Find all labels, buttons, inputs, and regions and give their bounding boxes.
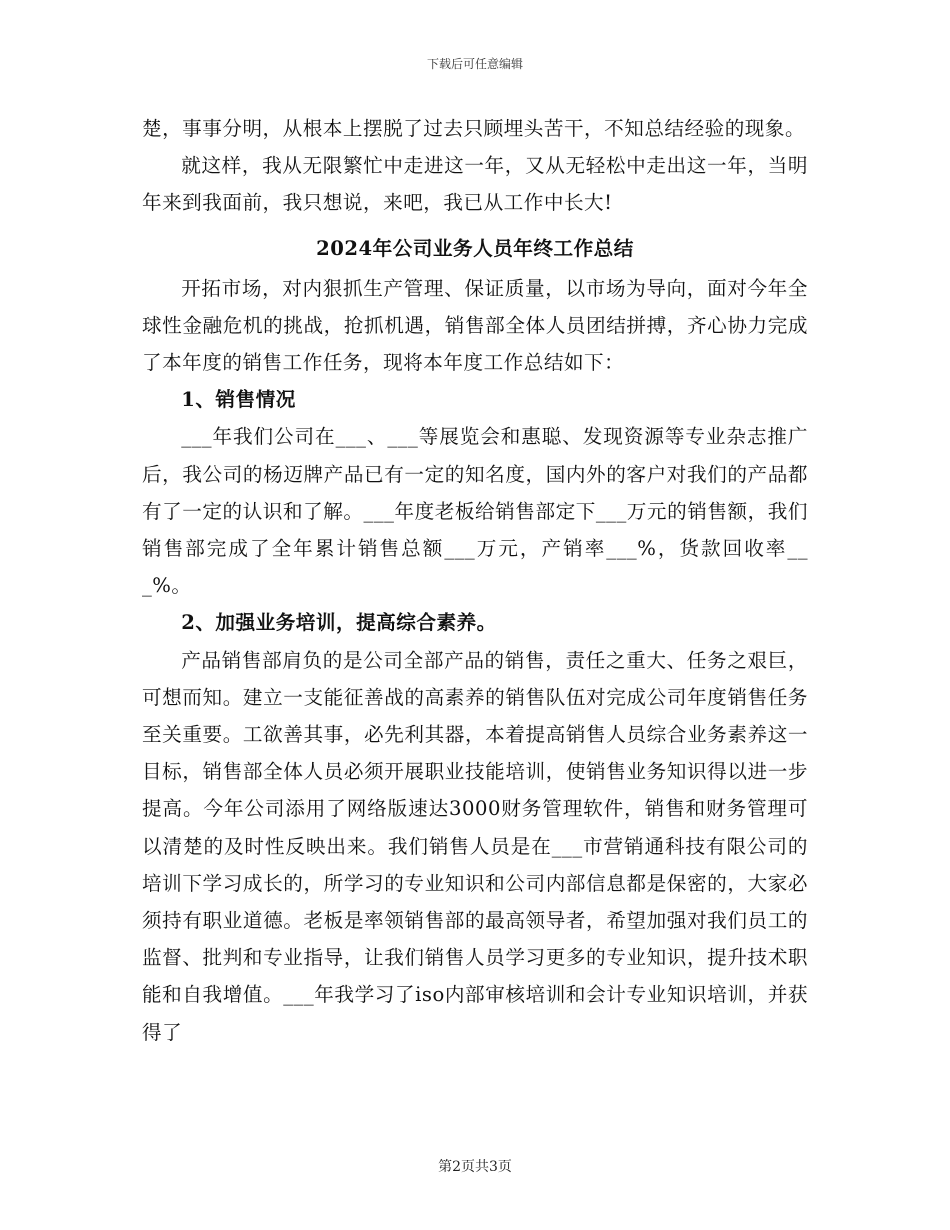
document-body [142, 110, 808, 1051]
intro-paragraph: 开拓市场，对内狠抓生产管理、保证质量，以市场为导向，面对今年全球性金融危机的挑战，抢抓机遇，销售部全体人员团结拼搏，齐心协力完成了本年度的销售工作任务，现将本年度工作总结如下： [142, 276, 808, 375]
section-heading-training: 2、加强业务培训，提高综合素养。 [181, 611, 497, 635]
paragraph-continued: 楚，事事分明，从根本上摆脱了过去只顾埋头苦干，不知总结经验的现象。 [142, 117, 806, 140]
section-body-sales: ___年我们公司在___、___等展览会和惠聪、发现资源等专业杂志推广后，我公司的杨迈牌产品已有一定的知名度，国内外的客户对我们的产品都有了一定的认识和了解。___年度老板给销售部定下___万元的销售额，我们销售部完成了全年累计销售总额___万元，产销率___%，货款回收率___%。 [142, 425, 808, 598]
section-heading-sales: 1、销售情况 [181, 388, 296, 412]
page-number: 第2页共3页 [438, 1159, 512, 1175]
document-title: 2024年公司业务人员年终工作总结 [316, 236, 634, 260]
section-body-training: 产品销售部肩负的是公司全部产品的销售，责任之重大、任务之艰巨，可想而知。建立一支能征善战的高素养的销售队伍对完成公司年度销售任务至关重要。工欲善其事，必先利其器，本着提高销售人员综合业务素养这一目标，销售部全体人员必须开展职业技能培训，使销售业务知识得以进一步提高。今年公司添用了网络版速达3000财务管理软件，销售和财务管理可以清楚的及时性反映出来。我们销售人员是在___市营销通科技有限公司的培训下学习成长的，所学习的专业知识和公司内部信息都是保密的，大家必须持有职业道德。老板是率领销售部的最高领导者，希望加强对我们员工的监督、批判和专业指导，让我们销售人员学习更多的专业知识，提升技术职能和自我增值。___年我学习了iso内部审核培训和会计专业知识培训，并获得了 [142, 648, 808, 1044]
header-note: 下载后可任意编辑 [426, 57, 523, 71]
paragraph: 就这样，我从无限繁忙中走进这一年，又从无轻松中走出这一年，当明年来到我面前，我只想说，来吧，我已从工作中长大! [142, 154, 808, 215]
